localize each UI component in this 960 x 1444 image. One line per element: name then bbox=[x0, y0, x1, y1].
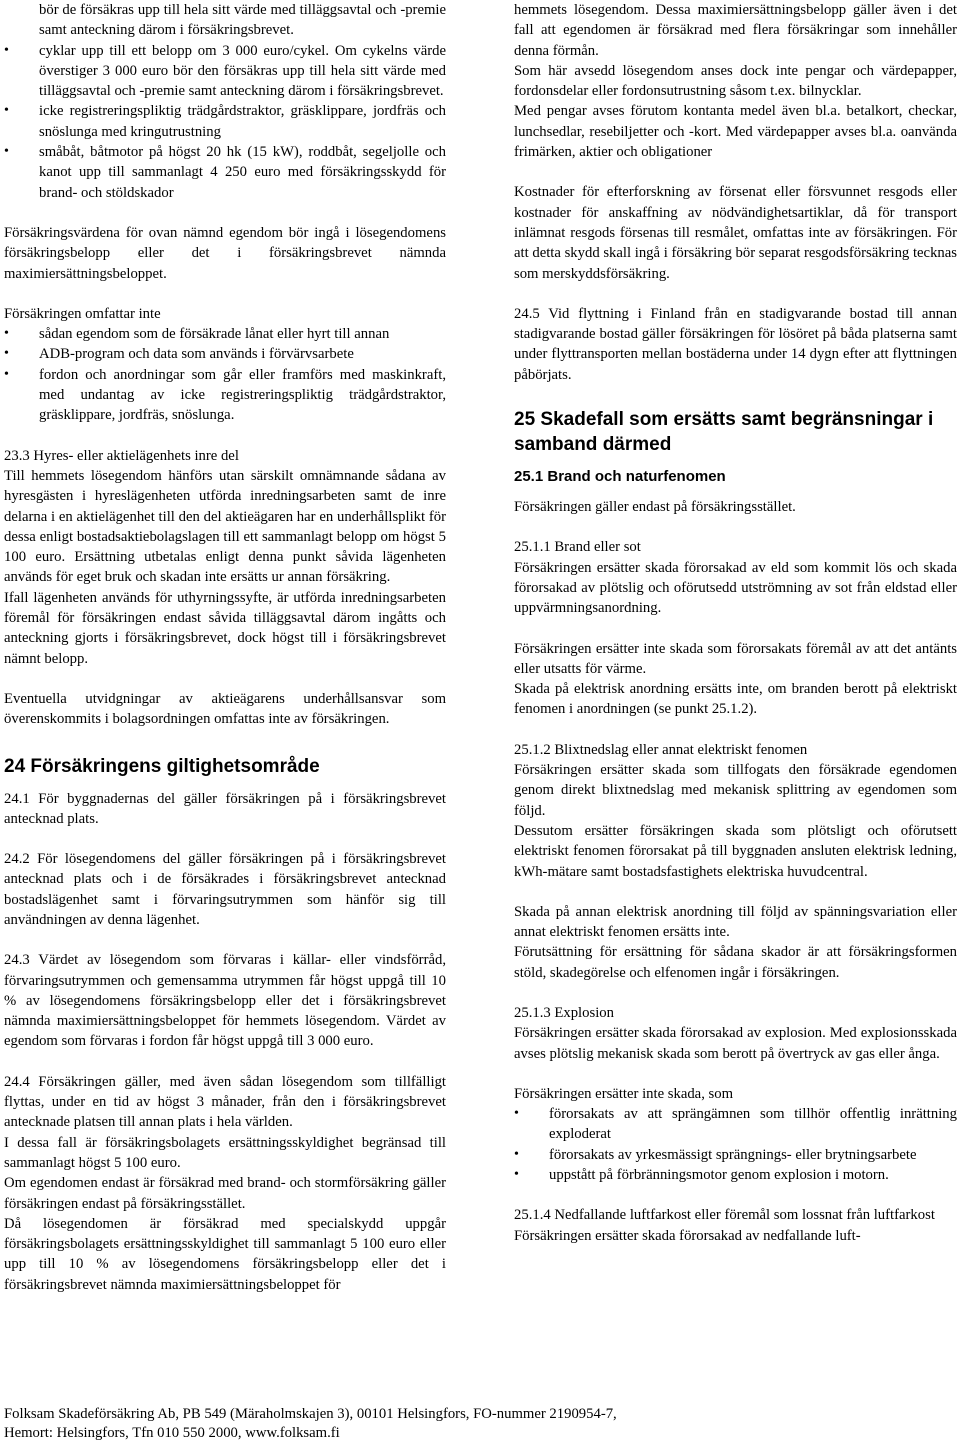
bullet-icon: • bbox=[514, 1146, 519, 1162]
paragraph: Till hemmets lösegendom hänförs utan särskilt omnämnande sådana av hyresgästen i hyreslägenheten utförda inredningsarbeten samt de inre delarna i en aktielägenhet till den del aktieägaren har en underhållsplikt för dessa enligt bostadsaktiebolagslagen till ett sammanlagt belopp om högst 5 100 euro. Ersättning utbetalas enligt denna punkt såvida lägenheten används för eget bruk och skadan inte ersätts ur annan försäkring. bbox=[4, 467, 446, 586]
paragraph: Försäkringen ersätter skada förorsakad av explosion. Med explosionsskada avses plötslig mekanisk skada som berott på övertryck av gas eller ånga. bbox=[514, 1025, 957, 1062]
list-item-text: förorsakats av yrkesmässigt sprängnings- eller brytningsarbete bbox=[549, 1146, 917, 1163]
list-item bbox=[4, 324, 446, 344]
subsection-title: 25.1.4 Nedfallande luftfarkost eller föremål som lossnat från luftfarkost bbox=[514, 1207, 935, 1224]
list-item-text: cyklar upp till ett belopp om 3 000 euro/cykel. Om cykelns värde överstiger 3 000 euro bör den försäkras upp till hela sitt värde med tilläggsavtal och -premie samt anteckning därom i försäkringsbrevet. bbox=[39, 42, 446, 100]
list-item bbox=[514, 1104, 957, 1145]
bullet-icon: • bbox=[4, 103, 9, 119]
section-heading-25: 25 Skadefall som ersätts samt begränsningar i samband därmed bbox=[514, 409, 934, 456]
list-item bbox=[514, 1145, 957, 1165]
bullet-list-excluded bbox=[4, 324, 446, 425]
paragraph: Dessutom ersätter försäkringen skada som plötsligt och oförutsett elektriskt fenomen förorsakat på till byggnaden ansluten elektrisk ledning, kWh-mätare samt bostadsfastighets elektriska huvudcentral. bbox=[514, 822, 957, 880]
paragraph: Försäkringen ersätter skada som tillfogats den försäkrade egendomen genom direkt blixtnedslag med mekanisk splittring av egendomen som följd. bbox=[514, 762, 957, 819]
paragraph: Försäkringen ersätter skada förorsakad av nedfallande luft- bbox=[514, 1227, 861, 1244]
list-item bbox=[4, 142, 446, 203]
bullet-icon: • bbox=[4, 42, 9, 58]
paragraph: Försäkringsvärdena för ovan nämnd egendom bör ingå i lösegendomens försäkringsbelopp eller det i försäkringsbrevet nämnda maximiersättningsbeloppet. bbox=[4, 224, 446, 282]
paragraph: Försäkringen ersätter inte skada, som bbox=[514, 1085, 734, 1102]
paragraph: 24.4 Försäkringen gäller, med även sådan lösegendom som tillfälligt flyttas, under en tid av högst 3 månader, från den i försäkringsbrevet antecknade platsen till annan plats i hela världen. bbox=[4, 1073, 446, 1131]
subsection-heading-25-1: 25.1 Brand och naturfenomen bbox=[514, 468, 726, 486]
footer-line: Folksam Skadeförsäkring Ab, PB 549 (Märaholmskajen 3), 00101 Helsingfors, FO-nummer 2190954-7, bbox=[4, 1406, 617, 1422]
paragraph: 24.3 Värdet av lösegendom som förvaras i källar- eller vindsförråd, förvaringsutrymmen och gemensamma utrymmen får högst uppgå till 10 % av lösegendomens försäkringsbelopp eller det i försäkringsbrevet nämnda maximiersättningsbeloppet för hemmets lösegendom. Värdet av egendom som förvaras i fordon får högst uppgå till 3 000 euro. bbox=[4, 952, 446, 1050]
paragraph: Försäkringen ersätter skada förorsakad av eld som kommit lös och skada förorsakad av plötslig och oförutsedd utströmning av sot från eldstad eller uppvärmningsanordning. bbox=[514, 559, 957, 617]
paragraph: 24.5 Vid flyttning i Finland från en stadigvarande bostad till annan stadigvarande bostad gäller försäkringen för lösöret på båda platserna samt under flyttransporten mellan bostäderna under 14 dygn efter att flyttningen påbörjats. bbox=[514, 305, 957, 383]
left-column bbox=[4, 0, 446, 1295]
bullet-icon: • bbox=[514, 1167, 519, 1183]
list-item-text: småbåt, båtmotor på högst 20 hk (15 kW), roddbåt, segeljolle och kanot upp till sammanlagt 4 250 euro med försäkringsskydd för brand- och stöldskador bbox=[39, 144, 446, 201]
paragraph: Då lösegendomen är försäkrad med specialskydd uppgår försäkringsbolagets ersättningsskyldighet till sammanlagt 5 100 euro eller upp till 10 % av lösegendomens försäkringsbelopp eller det i försäkringsbrevet nämnda maximiersättningsbeloppet för bbox=[4, 1215, 446, 1293]
paragraph: Kostnader för efterforskning av försenat eller försvunnet resgods eller kostnader för anskaffning av nödvändighetsartiklar, då för transport inlämnat resgods försenas till resmålet, omfattas inte av försäkringen. För att detta skydd skall ingå i försäkring bör separat resgodsförsäkring tecknas som merskyddsförsäkring. bbox=[514, 184, 957, 282]
subsection-title: 25.1.3 Explosion bbox=[514, 1004, 614, 1021]
bullet-icon: • bbox=[4, 326, 9, 342]
footer-line: Hemort: Helsingfors, Tfn 010 550 2000, www.folksam.fi bbox=[4, 1425, 340, 1441]
list-item-text: icke registreringspliktig trädgårdstraktor, gräsklippare, jordfräs och snöslunga med kringutrustning bbox=[39, 103, 446, 140]
list-item-text: sådan egendom som de försäkrade lånat eller hyrt till annan bbox=[39, 326, 390, 343]
list-item bbox=[4, 365, 446, 426]
list-item-text: bör de försäkras upp till hela sitt värde med tilläggsavtal och -premie samt anteckning därom i försäkringsbrevet. bbox=[39, 2, 446, 39]
paragraph: Ifall lägenheten används för uthyrningssyfte, är utförda inredningsarbeten föremål för försäkringen endast såvida tilläggsavtal därom ingåtts och anteckning gjorts i försäkringsbrevet, dock högst till i försäkringsbrevet nämnt belopp. bbox=[4, 589, 446, 667]
bullet-icon: • bbox=[4, 144, 9, 160]
right-column bbox=[514, 0, 957, 1246]
bullet-icon: • bbox=[4, 346, 9, 362]
bullet-icon: • bbox=[4, 366, 9, 382]
paragraph: Eventuella utvidgningar av aktieägarens underhållsansvar som överenskommits i bolagsordningen omfattas inte av försäkringen. bbox=[4, 690, 446, 728]
list-item-text: uppstått på förbränningsmotor genom explosion i motorn. bbox=[549, 1167, 889, 1184]
bullet-icon: • bbox=[514, 1106, 519, 1122]
subsection-title: 25.1.1 Brand eller sot bbox=[514, 539, 641, 556]
paragraph: Med pengar avses förutom kontanta medel även bl.a. betalkort, checkar, lunchsedlar, resebiljetter och -kort. Med värdepapper avses bl.a. oanvända frimärken, aktier och obligationer bbox=[514, 103, 957, 161]
paragraph: hemmets lösegendom. Dessa maximiersättningsbelopp gäller även i det fall att egendomen är försäkrad med flera försäkringar som innehåller denna förmån. bbox=[514, 2, 957, 59]
paragraph: Försäkringen omfattar inte bbox=[4, 305, 161, 322]
subsection-title: 23.3 Hyres- eller aktielägenhets inre del bbox=[4, 447, 239, 464]
paragraph: 24.1 För byggnadernas del gäller försäkringen på i försäkringsbrevet antecknad plats. bbox=[4, 790, 446, 827]
list-item-text: fordon och anordningar som går eller framförs med maskinkraft, med undantag av icke registreringspliktig trädgårdstraktor, gräsklippare, jordfräs, snöslunga. bbox=[39, 366, 446, 424]
bullet-list-explosion bbox=[514, 1104, 957, 1185]
paragraph: Skada på annan elektrisk anordning till följd av spänningsvariation eller annat elektriskt fenomen ersätts inte. bbox=[514, 903, 957, 941]
subsection-title: 25.1.2 Blixtnedslag eller annat elektriskt fenomen bbox=[514, 741, 808, 758]
paragraph: Skada på elektrisk anordning ersätts inte, om branden berott på elektriskt fenomen i anordningen (se punkt 25.1.2). bbox=[514, 681, 957, 718]
list-item bbox=[514, 1165, 957, 1185]
page-footer bbox=[4, 1405, 804, 1443]
paragraph: 24.2 För lösegendomens del gäller försäkringen på i försäkringsbrevet antecknad plats och i de försäkrades i försäkringsbrevet antecknad bostadslägenhet samt i förvaringsutrymmen som hänför sig till användningen av denna lägenhet. bbox=[4, 851, 446, 928]
list-item bbox=[4, 344, 446, 364]
list-item bbox=[4, 41, 446, 102]
section-heading-24: 24 Försäkringens giltighetsområde bbox=[4, 755, 320, 777]
paragraph: Försäkringen gäller endast på försäkringsstället. bbox=[514, 499, 796, 516]
list-item bbox=[4, 0, 446, 41]
paragraph: Som här avsedd lösegendom anses dock inte pengar och värdepapper, fordonsdelar eller fordonsutrustning såsom t.ex. bilnycklar. bbox=[514, 62, 957, 100]
bullet-list-included bbox=[4, 0, 446, 203]
paragraph: Om egendomen endast är försäkrad med brand- och stormförsäkring gäller försäkringen endast på försäkringsstället. bbox=[4, 1175, 446, 1212]
list-item-text: förorsakats av att sprängämnen som tillhör offentlig inrättning exploderat bbox=[549, 1106, 957, 1143]
list-item-text: ADB-program och data som används i förvärvsarbete bbox=[39, 346, 354, 363]
paragraph: Försäkringen ersätter inte skada som förorsakats föremål av att det antänts eller utsatts för värme. bbox=[514, 640, 957, 677]
list-item bbox=[4, 101, 446, 142]
paragraph: Förutsättning för ersättning för sådana skador är att försäkringsformen stöld, skadegörelse och elfenomen ingår i försäkringen. bbox=[514, 944, 957, 981]
paragraph: I dessa fall är försäkringsbolagets ersättningsskyldighet begränsad till sammanlagt högst 5 100 euro. bbox=[4, 1134, 446, 1171]
